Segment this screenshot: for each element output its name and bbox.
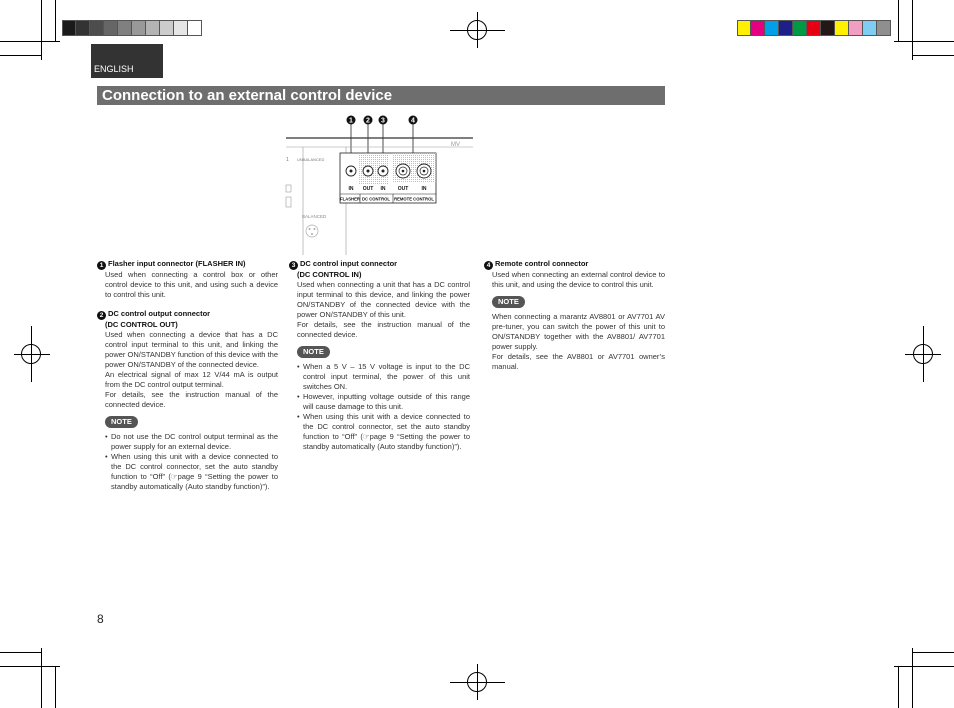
note-item: • When using this unit with a device connected to the DC control connector, set the auto standby function to “Off” (☞page 9 “Setting the power to standby automatically (Auto standby function)”).: [297, 412, 470, 452]
color-patch: [76, 20, 90, 36]
color-patch: [188, 20, 202, 36]
item-subtitle: (DC CONTROL IN): [297, 270, 362, 279]
item-body: Used when connecting a control box or other control device to this unit, and using such a device to control this unit.: [105, 270, 278, 299]
callout-4: [409, 116, 418, 125]
number-badge-1: 1: [97, 261, 106, 270]
color-patch: [835, 20, 849, 36]
terminal-label-2: OUT: [362, 186, 374, 192]
dc-control-out-jack: [363, 166, 373, 176]
number-badge-2: 2: [97, 311, 106, 320]
callout-1: [347, 116, 356, 125]
item-dc-control-in: [289, 259, 470, 340]
item-subtitle: (DC CONTROL OUT): [105, 320, 178, 329]
color-patch: [793, 20, 807, 36]
unbalanced-label: UNBALANCED: [297, 157, 325, 162]
callout-2: [364, 116, 373, 125]
svg-text:2: 2: [366, 117, 370, 125]
note-badge: NOTE: [105, 416, 138, 428]
item-body: Used when connecting a device that has a DC control input terminal to this unit, and linking the power ON/STANDBY function of this device with the power ON/STANDBY of the connected device.: [105, 330, 278, 369]
section-title: Connection to an external control device: [97, 86, 665, 105]
flasher-in-jack: [346, 166, 356, 176]
dc-control-in-jack: [378, 166, 388, 176]
terminal-label-5: IN: [421, 186, 427, 192]
color-patch: [849, 20, 863, 36]
svg-text:3: 3: [381, 117, 385, 125]
item-title: Remote control connector: [495, 259, 589, 268]
color-patch: [751, 20, 765, 36]
color-patch: [779, 20, 793, 36]
color-calibration-strip: [737, 20, 891, 36]
color-patch: [160, 20, 174, 36]
note-item: • Do not use the DC control output terminal as the power supply for an external device.: [105, 432, 278, 452]
item-title: Flasher input connector (FLASHER IN): [108, 259, 246, 268]
color-patch: [62, 20, 76, 36]
color-patch: [104, 20, 118, 36]
note-item: • When using this unit with a device connected to the DC control connector, set the auto standby function to “Off” (☞page 9 “Setting the power to standby automatically (Auto standby function)”).: [105, 452, 278, 492]
color-patch: [146, 20, 160, 36]
language-tab: ENGLISH: [91, 44, 163, 78]
item-flasher-in: [97, 259, 278, 300]
callout-3: [379, 116, 388, 125]
remote-control-out-jack: [396, 164, 410, 178]
item-title: DC control output connector: [108, 309, 211, 318]
group-label-dc-control: DC CONTROL: [362, 196, 390, 202]
color-patch: [737, 20, 751, 36]
svg-text:1: 1: [349, 117, 353, 125]
color-patch: [877, 20, 891, 36]
number-badge-4: 4: [484, 261, 493, 270]
group-label-remote-control: REMOTE CONTROL: [394, 196, 434, 202]
color-patch: [863, 20, 877, 36]
column-remote-control: [484, 259, 665, 372]
svg-text:4: 4: [411, 117, 415, 125]
item-remote-control: [484, 259, 665, 290]
page-number: 8: [97, 612, 104, 626]
note-list: [289, 362, 470, 452]
item-body: Used when connecting a unit that has a DC control input terminal to this device, and linking the power ON/STANDBY of the connected device with the power ON/STANDBY of this unit.: [297, 280, 470, 319]
item-body: An electrical signal of max 12 V/44 mA is output from the DC control output terminal.: [105, 370, 278, 389]
grayscale-calibration-strip: [62, 20, 202, 36]
note-body: For details, see the AV8801 or AV7701 owner’s manual.: [492, 352, 665, 371]
item-dc-control-out: [97, 309, 278, 410]
color-patch: [807, 20, 821, 36]
color-patch: [174, 20, 188, 36]
color-patch: [90, 20, 104, 36]
note-list: [97, 432, 278, 492]
note-badge: NOTE: [492, 296, 525, 308]
note-badge: NOTE: [297, 346, 330, 358]
item-body: Used when connecting an external control device to this unit, and using the device to control this unit.: [492, 270, 665, 289]
rear-panel-illustration: [283, 115, 473, 255]
color-patch: [821, 20, 835, 36]
column-dc-in: [289, 259, 470, 452]
rear-panel-drawing: [283, 115, 473, 255]
terminal-label-1: IN: [348, 186, 354, 192]
item-body: For details, see the instruction manual of the connected device.: [105, 390, 278, 409]
color-patch: [132, 20, 146, 36]
color-patch: [118, 20, 132, 36]
note-body: When connecting a marantz AV8801 or AV7701 AV pre-tuner, you can switch the power of this unit to ON/STANDBY together with the AV8801/ AV7701 power supply.: [492, 312, 665, 351]
item-title: DC control input connector: [300, 259, 398, 268]
model-text: MV: [451, 142, 460, 148]
column-flasher-and-dc-out: [97, 259, 278, 492]
balanced-label: BALANCED: [302, 214, 327, 219]
number-badge-3: 3: [289, 261, 298, 270]
color-patch: [765, 20, 779, 36]
item-body: For details, see the instruction manual of the connected device.: [297, 320, 470, 339]
terminal-label-3: IN: [380, 186, 386, 192]
panel-number-label: 1: [286, 157, 289, 163]
note-continuation: • However, inputting voltage outside of this range will cause damage to this unit.: [297, 392, 470, 412]
note-item: • When a 5 V – 15 V voltage is input to the DC control input terminal, the power of this unit switches ON.: [297, 362, 470, 392]
group-label-flasher: FLASHER: [340, 196, 360, 202]
terminal-label-4: OUT: [397, 186, 409, 192]
remote-control-in-jack: [417, 164, 431, 178]
